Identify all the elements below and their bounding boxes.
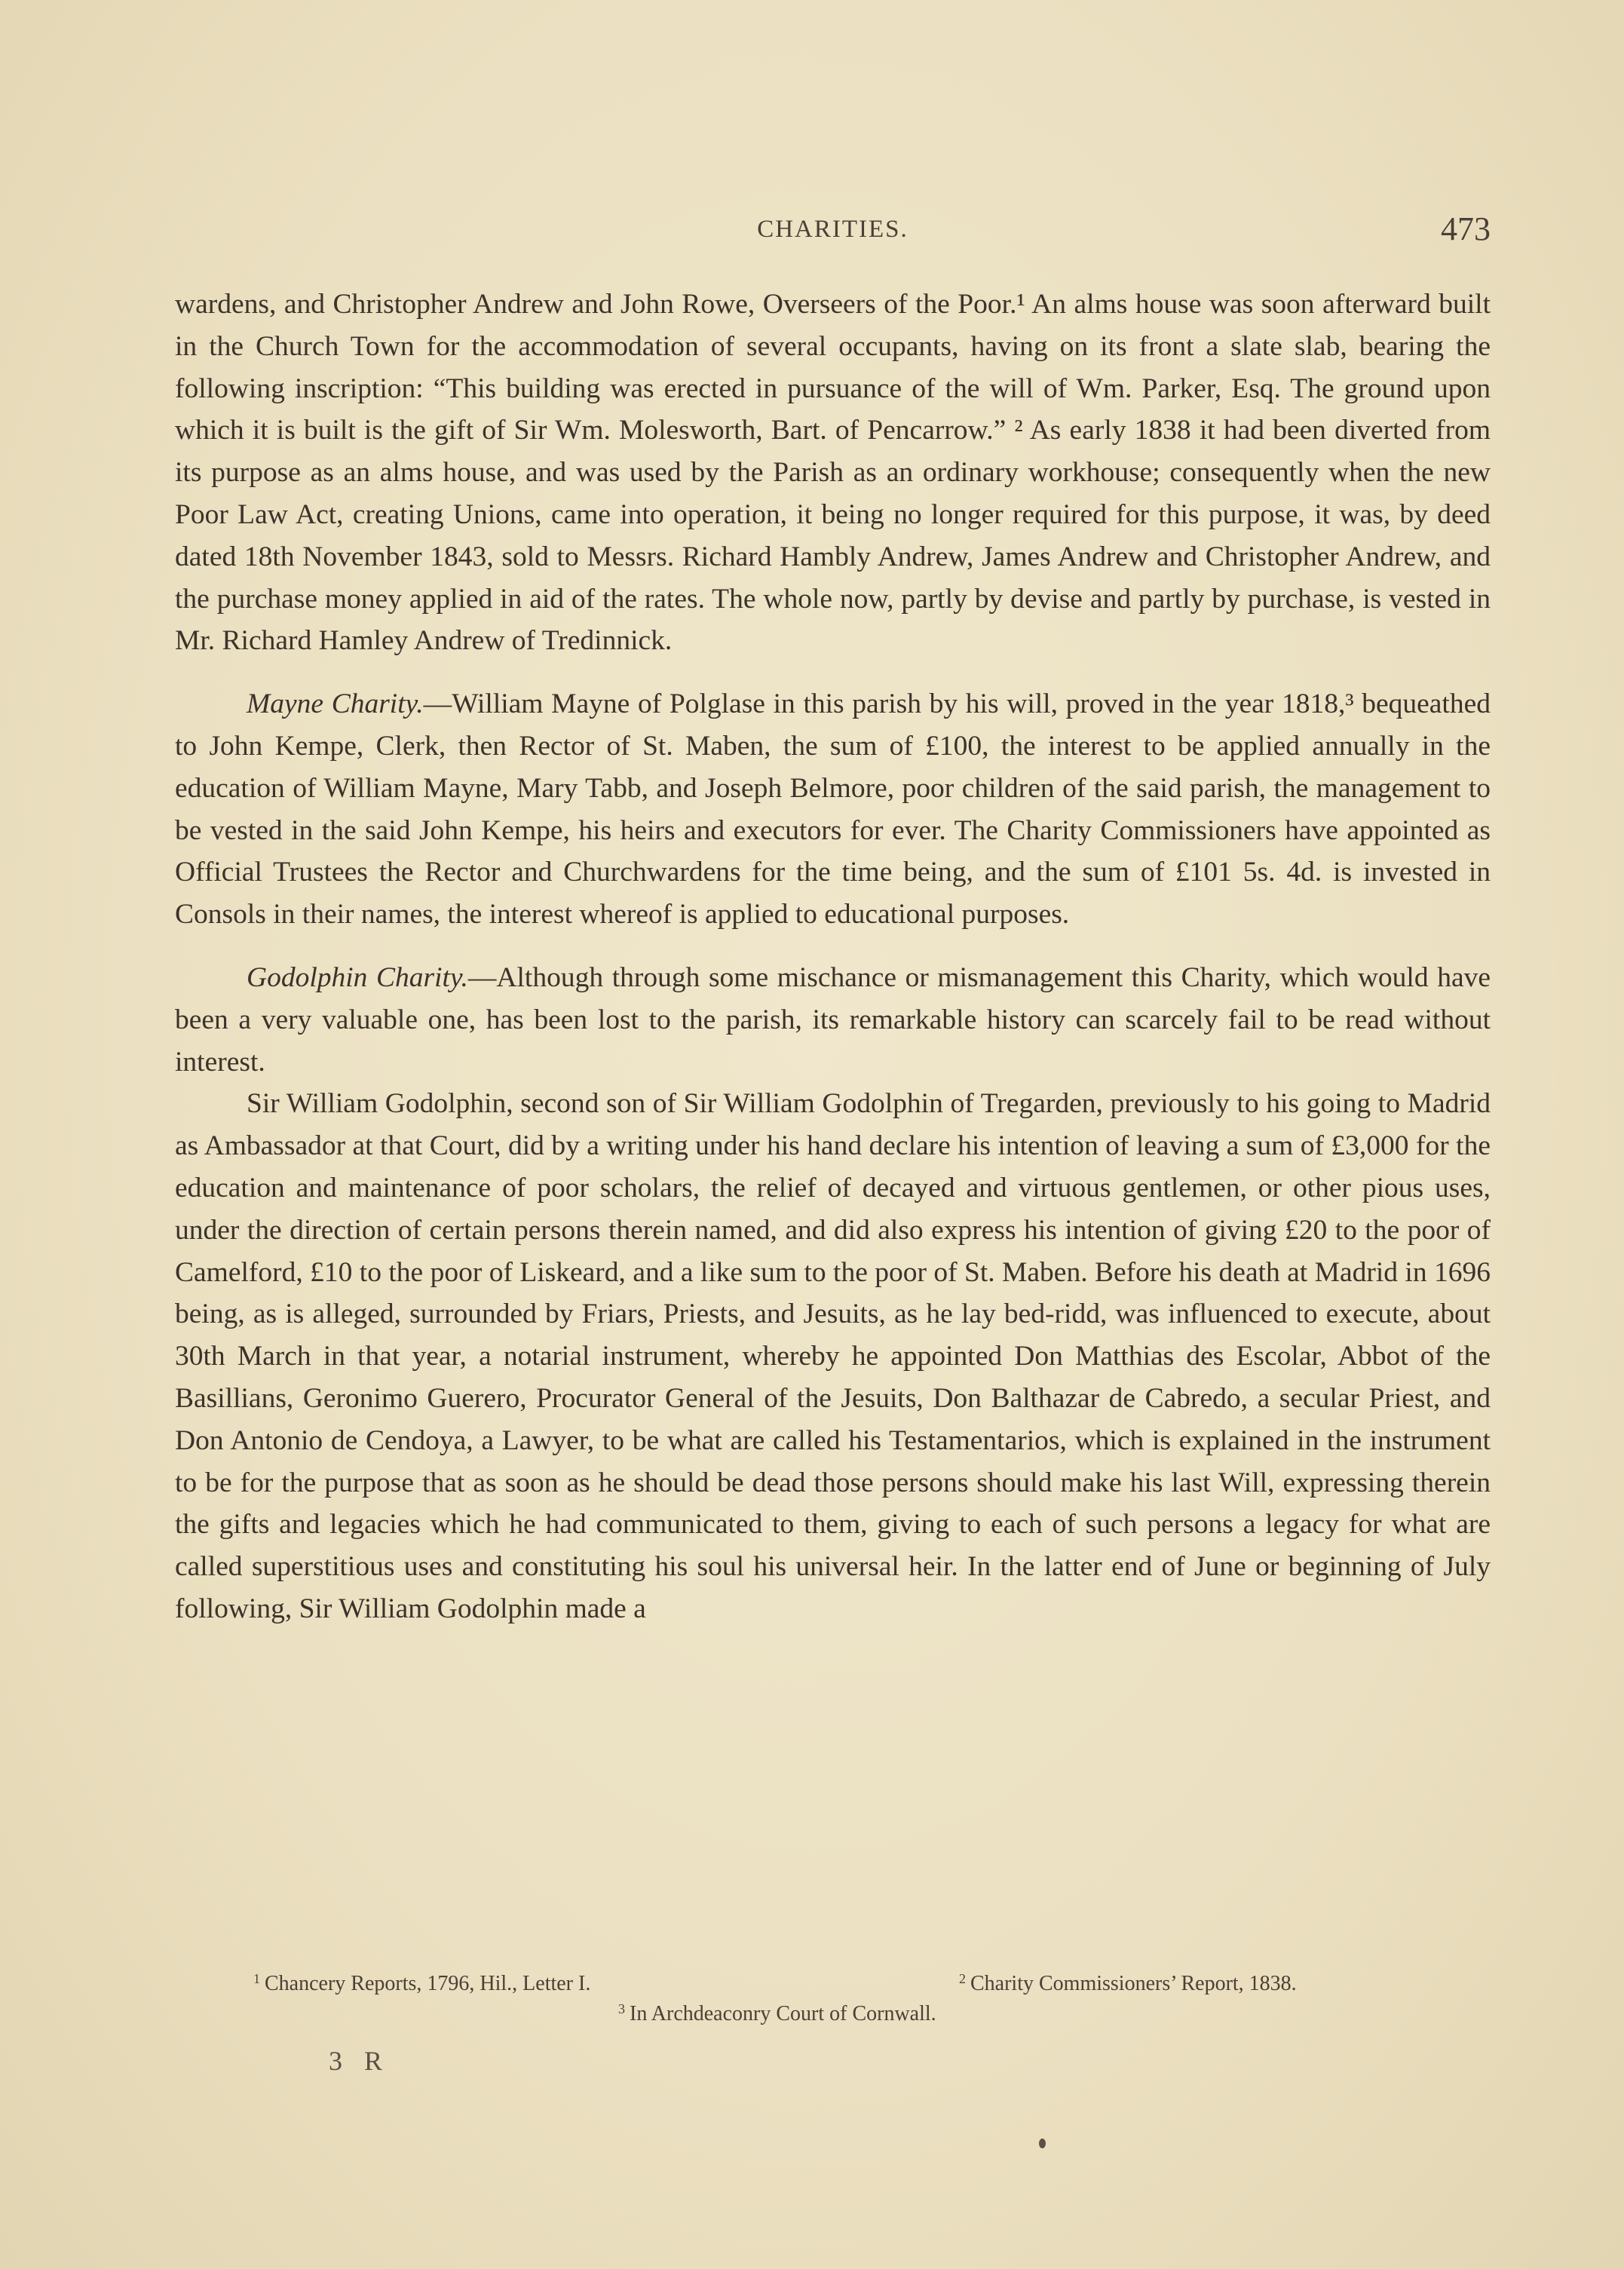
running-head: [175, 210, 1491, 255]
footnote-3: [618, 1994, 936, 2029]
footnote-3-mark: 3: [618, 2001, 625, 2016]
page-number: 473: [1441, 210, 1491, 247]
signature-mark: 3 R: [329, 2046, 391, 2076]
running-title: CHARITIES.: [757, 216, 909, 243]
footnote-row: [175, 1964, 1491, 1994]
paragraph-godolphin-charity: [175, 957, 1491, 1083]
paragraph-sir-william-godolphin: Sir William Godolphin, second son of Sir William Godolphin of Tregarden, previously to his going to Madrid as Ambassador at that Court, did by a writing under his hand declare his intention of leaving a sum of £3,000 for the education and maintenance of poor scholars, the relief of decayed and virtuous gentlemen, or other pious uses, under the direction of certain persons therein named, and did also express his intention of giving £20 to the poor of Camelford, £10 to the poor of Liskeard, and a like sum to the poor of St. Maben. Before his death at Madrid in 1696 being, as is alleged, surrounded by Friars, Priests, and Jesuits, as he lay bed-ridd, was influenced to execute, about 30th March in that year, a notarial instrument, whereby he appointed Don Matthias des Escolar, Abbot of the Basillians, Geronimo Guerero, Procurator General of the Jesuits, Don Balthazar de Cabredo, a secular Priest, and Don Antonio de Cendoya, a Lawyer, to be what are called his Testamentarios, which is explained in the instrument to be for the purpose that as soon as he should be dead those persons should make his last Will, expressing therein the gifts and legacies which he had communicated to them, giving to each of such persons a legacy for what are called superstitious uses and constituting his soul his universal heir. In the latter end of June or beginning of July following, Sir William Godolphin made a: [175, 1088, 1491, 1624]
footnote-2-text: Charity Commissioners’ Report, 1838.: [970, 1972, 1297, 1995]
footnote-2-mark: 2: [959, 1971, 966, 1986]
footnote-row: [175, 1994, 1491, 2024]
footnote-3-text: In Archdeaconry Court of Cornwall.: [630, 2002, 936, 2025]
footnote-1-text: Chancery Reports, 1796, Hil., Letter I.: [265, 1972, 591, 1995]
footnotes: [175, 1964, 1491, 2024]
ink-speck: [1039, 2139, 1046, 2148]
mayne-charity-text: —William Mayne of Polglase in this parish by his will, proved in the year 1818,³ bequeathed to John Kempe, Clerk, then Rector of St. Maben, the sum of £100, the interest to be applied annually in the education of William Mayne, Mary Tabb, and Joseph Belmore, poor children of the said parish, the management to be vested in the said John Kempe, his heirs and executors for ever. The Charity Commissioners have appointed as Official Trustees the Rector and Churchwardens for the time being, and the sum of £101 5s. 4d. is invested in Consols in their names, the interest whereof is applied to educational purposes.: [175, 688, 1491, 931]
paragraph-alms-house: wardens, and Christopher Andrew and John Rowe, Overseers of the Poor.¹ An alms house was soon afterward built in the Church Town for the accommodation of several occupants, having on its front a slate slab, bearing the following inscription: “This building was erected in pursuance of the will of Wm. Parker, Esq. The ground upon which it is built is the gift of Sir Wm. Molesworth, Bart. of Pencarrow.” ² As early 1838 it had been diverted from its purpose as an alms house, and was used by the Parish as an ordinary workhouse; consequently when the new Poor Law Act, creating Unions, came into operation, it being no longer required for this purpose, it was, by deed dated 18th November 1843, sold to Messrs. Richard Hambly Andrew, James Andrew and Christopher Andrew, and the purchase money applied in aid of the rates. The whole now, partly by devise and partly by purchase, is vested in Mr. Richard Hamley Andrew of Tredinnick.: [175, 289, 1491, 657]
paragraph-mayne-charity: [175, 683, 1491, 936]
mayne-charity-heading: Mayne Charity.: [247, 688, 424, 720]
godolphin-charity-text: —Although through some mischance or mismanagement this Charity, which would have been a very valuable one, has been lost to the parish, its remarkable history can scarcely fail to be read without interest.: [175, 961, 1491, 1078]
godolphin-charity-heading: Godolphin Charity.: [247, 961, 468, 993]
body-text: [175, 284, 1491, 1630]
footnote-1-mark: 1: [253, 1971, 260, 1986]
